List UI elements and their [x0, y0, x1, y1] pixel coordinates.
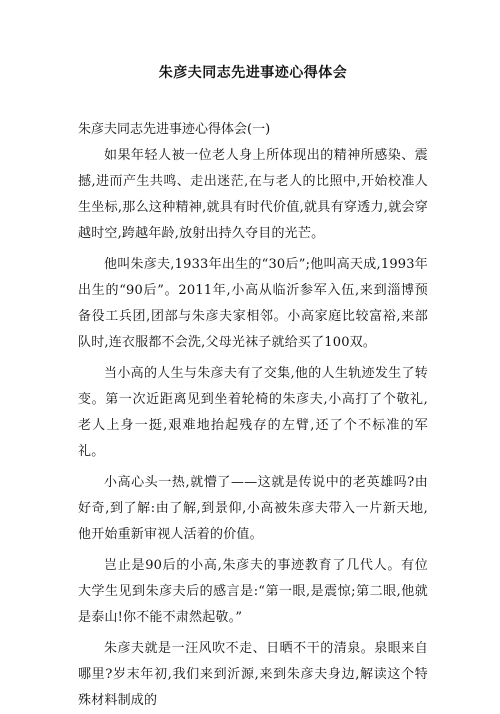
body-paragraph: 当小高的人生与朱彦夫有了交集,他的人生轨迹发生了转变。第一次近距离见到坐着轮椅的朱彦夫,小高打了个敬礼,老人上身一挺,艰难地抬起残存的左臂,还了个不标准的军礼。 — [78, 366, 428, 459]
body-paragraph: 他叫朱彦夫,1933年出生的“30后”;他叫高天成,1993年出生的“90后”。2011年,小高从临沂参军入伍,来到淄博预备役工兵团,团部与朱彦夫家相邻。小高家庭比较富裕,来部队时,连衣服都不会洗,父母光袜子就给买了100双。 — [78, 257, 428, 350]
section-subtitle: 朱彦夫同志先进事迹心得体会(一) — [78, 122, 271, 137]
body-paragraph: 如果年轻人被一位老人身上所体现出的精神所感染、震撼,进而产生共鸣、走出迷茫,在与老人的比照中,开始校准人生坐标,那么这种精神,就具有时代价值,就具有穿透力,就会穿越时空,跨越年龄,放射出持久夺目的光芒。 — [78, 148, 428, 241]
body-paragraph: 岂止是90后的小高,朱彦夫的事迹教育了几代人。有位大学生见到朱彦夫后的感言是:“第一眼,是震惊;第二眼,他就是泰山!你不能不肃然起敬。” — [78, 558, 428, 625]
body-paragraph: 朱彦夫就是一汪风吹不走、日晒不干的清泉。泉眼来自哪里?岁末年初,我们来到沂源,来到朱彦夫身边,解读这个特殊材料制成的 — [78, 641, 428, 708]
body-paragraph: 小高心头一热,就懵了——这就是传说中的老英雄吗?由好奇,到了解:由了解,到景仰,小高被朱彦夫带入一片新天地,他开始重新审视人活着的价值。 — [78, 475, 428, 542]
document-title: 朱彦夫同志先进事迹心得体会 — [158, 65, 348, 81]
